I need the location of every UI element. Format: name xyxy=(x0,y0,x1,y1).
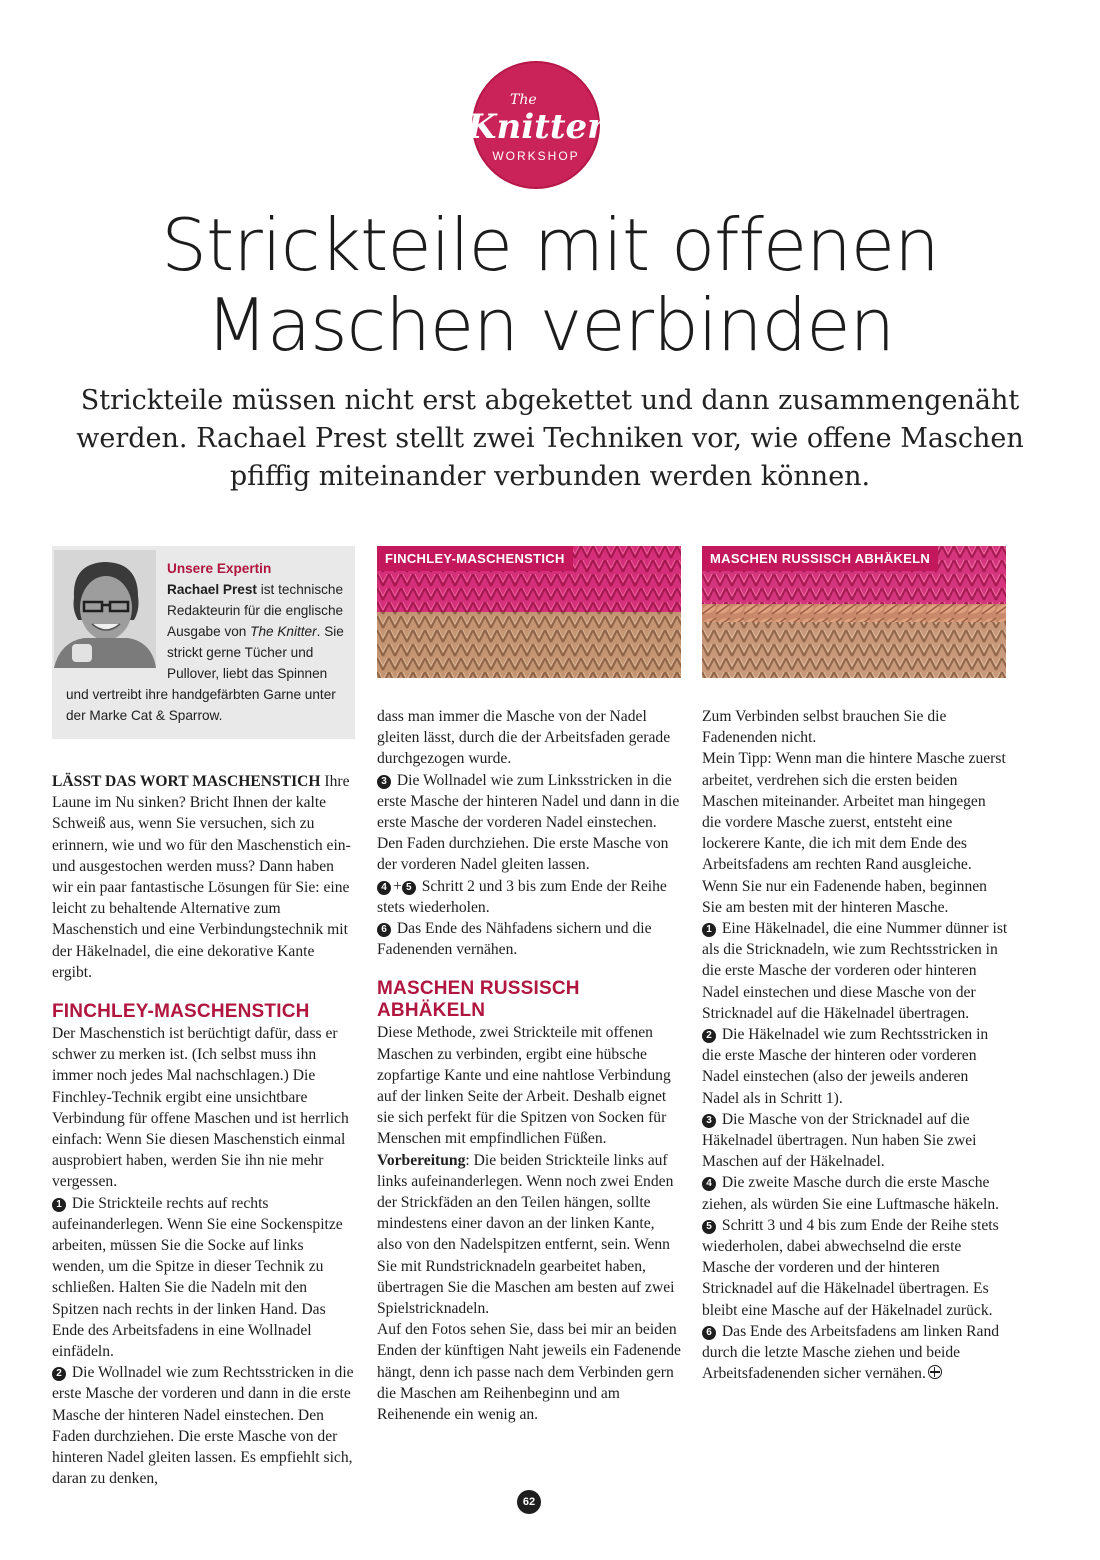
step-number-icon: 2 xyxy=(52,1367,66,1381)
russian-step-3 xyxy=(702,1109,1008,1173)
finchley-intro: Der Maschenstich ist berüchtigt dafür, dass er schwer zu merken ist. (Ich selbst muss ihn immer noch jedes Mal nachschlagen.) Die Finchley-Technik ergibt eine unsichtbare Verbindung für offene Maschen und ist herrlich einfach: Wenn Sie diesen Maschenstich einmal ausprobiert haben, werden Sie ihn nie mehr vergessen. xyxy=(52,1025,349,1191)
finchley-step-3 xyxy=(377,770,683,876)
step-number-icon: 6 xyxy=(377,923,391,937)
column-2 xyxy=(377,706,683,1425)
russian-step-6 xyxy=(702,1321,1008,1385)
expert-bio xyxy=(66,558,350,726)
figure-caption-russian-bindoff: MASCHEN RUSSISCH ABHÄKELN xyxy=(702,546,938,571)
step-number-icon: 3 xyxy=(377,775,391,789)
step-number-icon: 1 xyxy=(702,923,716,937)
step-text: Die zweite Masche durch die erste Masche ziehen, als würden Sie eine Luftmasche häkeln. xyxy=(702,1174,1000,1213)
step-number-icon: 5 xyxy=(402,881,416,895)
expert-box xyxy=(52,546,355,739)
russian-intro: Diese Methode, zwei Strickteile mit offenen Maschen zu verbinden, ergibt eine hübsche zopfartige Kante und eine nahtlose Verbindung auf der linken Seite der Arbeit. Deshalb eignet sie sich perfekt für die Spitzen von Socken für Menschen mit empfindlichen Füßen. xyxy=(377,1024,671,1148)
standfirst: Strickteile müssen nicht erst abgekettet und dann zusammengenäht werden. Rachael Prest stellt zwei Techniken vor, wie offene Maschen pfiffig miteinander verbunden werden können. xyxy=(76,385,1024,492)
intro-text: Ihre Laune im Nu sinken? Bricht Ihnen der kalte Schweiß aus, wenn Sie versuchen, sich zu erinnern, wie und wo für den Maschenstich ein- und ausgestochen werden muss? Dann haben wir ein paar fantastische Lösungen für Sie: eine leicht zu behaltende Alternative zum Maschenstich und eine Verbindungstechnik mit der Häkelnadel, die eine dekorative Kante ergibt. xyxy=(52,773,351,981)
step-text: Die Wollnadel wie zum Linksstricken in die erste Masche der hinteren Nadel und dann in die erste Masche der vorderen Nadel einstechen. Den Faden durchziehen. Die erste Masche von der vorderen Nadel gleiten lassen. xyxy=(377,771,680,874)
russian-photo-note: Auf den Fotos sehen Sie, dass bei mir an beiden Enden der künftigen Naht jeweils ein Fadenende hängt, denn ich passe nach dem Verbinden gern die Maschen am Reihenbeginn und am Reihenende ein wenig an. xyxy=(377,1321,681,1424)
figure-caption-finchley: FINCHLEY-MASCHENSTICH xyxy=(377,546,573,571)
intro-lead: LÄSST DAS WORT MASCHENSTICH xyxy=(52,773,321,790)
intro-paragraph xyxy=(52,771,356,983)
finchley-step-6 xyxy=(377,918,683,960)
russian-tip: Mein Tipp: Wenn man die hintere Masche zuerst arbeitet, verdrehen sich die ersten beiden Maschen miteinander. Arbeitet man hingegen die vordere Masche zuerst, entsteht eine lockerere Kante, die ich mit dem Ende des Arbeitsfadens am rechten Rand ausgleiche. Wenn Sie nur ein Fadenende haben, beginnen Sie am besten mit der hinteren Masche. xyxy=(702,750,1006,916)
step-text: Schritt 2 und 3 bis zum Ende der Reihe stets wiederholen. xyxy=(377,877,667,916)
logo-the: The xyxy=(510,92,537,108)
page-number: 62 xyxy=(517,1490,541,1514)
russian-step-4 xyxy=(702,1172,1008,1214)
finchley-step-1 xyxy=(52,1193,356,1363)
step-text: Schritt 3 und 4 bis zum Ende der Reihe stets wiederholen, dabei abwechselnd die erste Masche der vorderen und der hinteren Stricknadel auf die Häkelnadel übertragen. Es bleibt eine Masche auf der Häkelnadel zurück. xyxy=(702,1216,999,1319)
russian-note: Zum Verbinden selbst brauchen Sie die Fadenenden nicht. xyxy=(702,708,947,747)
step-text: Eine Häkelnadel, die eine Nummer dünner ist als die Stricknadeln, wie zum Rechtsstricken in die erste Masche der vorderen oder hinteren Nadel einstechen und diese Masche von der Stricknadel auf die Häkelnadel übertragen. xyxy=(702,920,1008,1022)
russian-step-5 xyxy=(702,1215,1008,1321)
expert-text-a: ist technische Redakteurin für die englische Ausgabe von xyxy=(167,582,344,639)
end-mark-icon xyxy=(928,1365,942,1379)
title-line-2: Maschen verbinden xyxy=(205,283,895,367)
step-text: Die Strickteile rechts auf rechts aufeinanderlegen. Wenn Sie eine Sockenspitze arbeiten, müssen Sie die Socke auf links wenden, um die Spitze in dieser Technik zu schließen. Halten Sie die Nadeln mit den Spitzen nach rechts in der linken Hand. Das Ende des Arbeitsfadens in eine Wollnadel einfädeln. xyxy=(52,1194,343,1361)
russian-step-1 xyxy=(702,918,1008,1024)
expert-kicker: Unsere Expertin xyxy=(167,561,272,576)
figure-russian-bindoff xyxy=(702,546,1006,678)
title-line-1: Strickteile mit offenen xyxy=(161,203,939,287)
column-1 xyxy=(52,771,356,1490)
figure-finchley xyxy=(377,546,681,678)
step-text: Das Ende des Arbeitsfadens am linken Rand durch die letzte Masche ziehen und beide Arbeitsfadenenden sicher vernähen. xyxy=(702,1322,1000,1383)
step-number-icon: 4 xyxy=(377,881,391,895)
prep-label: Vorbereitung xyxy=(377,1151,466,1169)
logo-knitter: Knitter xyxy=(466,107,606,147)
column-3 xyxy=(702,706,1008,1385)
expert-name: Rachael Prest xyxy=(167,582,257,597)
finchley-step-2 xyxy=(52,1362,356,1489)
heading-russian-bindoff: MASCHEN RUSSISCH ABHÄKELN xyxy=(377,978,580,1022)
step-text: Die Häkelnadel wie zum Rechtsstricken in die erste Masche der hinteren oder vorderen Nadel einstechen (also der jeweils anderen Nadel als in Schritt 1). xyxy=(702,1026,989,1107)
step-number-icon: 6 xyxy=(702,1326,716,1340)
step-number-icon: 3 xyxy=(702,1114,716,1128)
step-number-icon: 2 xyxy=(702,1029,716,1043)
step-text: Das Ende des Nähfadens sichern und die Fadenenden vernähen. xyxy=(377,920,652,959)
the-knitter-workshop-logo xyxy=(466,60,606,190)
finchley-step-4-5 xyxy=(377,876,683,918)
finchley-step-2-cont: dass man immer die Masche von der Nadel gleiten lässt, durch die der Arbeitsfaden gerade durchgezogen wurde. xyxy=(377,708,671,768)
step-text: Die Masche von der Stricknadel auf die Häkelnadel übertragen. Nun haben Sie zwei Maschen auf der Häkelnadel. xyxy=(702,1110,977,1171)
prep-text: : Die beiden Strickteile links auf links aufeinanderlegen. Wenn noch zwei Enden der Strickfäden an den Teilen hängen, sollte mindestens einer davon an der linken Kante, also von den Nadelspitzen entfernt, sein. Wenn Sie mit Rundstricknadeln gearbeitet haben, übertragen Sie die Maschen am besten auf zwei Spielstricknadeln. xyxy=(377,1151,675,1318)
step-number-icon: 5 xyxy=(702,1220,716,1234)
step-number-icon: 4 xyxy=(702,1177,716,1191)
step-number-icon: 1 xyxy=(52,1198,66,1212)
page-title xyxy=(0,205,1100,365)
russian-preparation xyxy=(377,1150,683,1320)
plus-sign: + xyxy=(393,877,402,895)
expert-magazine: The Knitter xyxy=(250,624,317,639)
step-text: Die Wollnadel wie zum Rechtsstricken in die erste Masche der vorderen und dann in die erste Masche der hinteren Nadel einstechen. Den Faden durchziehen. Die erste Masche von der hinteren Nadel gleiten lassen. Es empfiehlt sich, daran zu denken, xyxy=(52,1364,354,1488)
heading-finchley: FINCHLEY-MASCHENSTICH xyxy=(52,1001,310,1023)
expert-text-b: . Sie strickt gerne Tücher und Pullover, liebt das Spinnen und vertreibt ihre handgefärbten Garne unter der Marke Cat & Sparrow. xyxy=(66,624,344,723)
logo-workshop: WORKSHOP xyxy=(492,149,580,163)
russian-step-2 xyxy=(702,1024,1008,1109)
